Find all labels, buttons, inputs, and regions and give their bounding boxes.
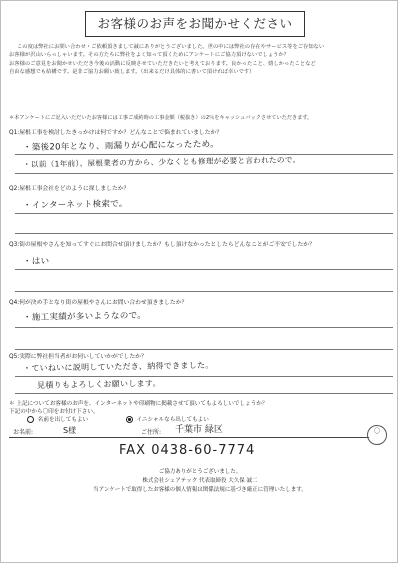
consent-option-initial-radio[interactable] — [126, 416, 133, 423]
intro-line: お客様が沢山いらっしゃいます。その方たちに弊社をよく知って頂くためにアンケートにご協力頂けないでしょうか？ — [9, 52, 289, 59]
footer-company: 株式会社シェアテック 代表取締役 大久保 誠二 — [142, 478, 258, 484]
answer-line — [15, 327, 393, 328]
footer-privacy: 当アンケートで取得したお客様の個人情報は関係法規に基づき厳正に管理いたします。 — [93, 487, 307, 493]
answer-5-line-2: 見積りもよろしくお願いします。 — [36, 378, 161, 390]
footer-thanks: ご協力ありがとうございました。 — [158, 469, 242, 475]
answer-4-line-1: ・施工実績が多いようなので。 — [22, 310, 147, 323]
question-1: Q1:屋根工事を検討したきっかけは何ですか？どんなことで悩まれていましたか？ — [9, 130, 223, 136]
answer-line — [15, 233, 393, 234]
question-5: Q5:実際に弊社担当者がお伺いしていかがでしたか？ — [9, 354, 147, 360]
answer-line — [15, 269, 393, 270]
answer-line — [15, 173, 393, 174]
fax-number: FAX 0438-60-7774 — [119, 443, 256, 458]
answer-5-line-1: ・ていねいに説明していただき、納得できました。 — [22, 360, 214, 373]
intro-line: お客様のご意見をお聞かせいただき今後の活動に反映させていただきたいと考えております。良かったこと、嬉しかったことなど — [9, 60, 316, 67]
cashback-note: ＊本アンケートにご記入いただいたお客様には工事ご成約時の工事金額（税抜き）の2％をキャッシュバックさせていただきます。 — [9, 115, 313, 121]
answer-line — [15, 376, 393, 377]
seal-stamp: 〇 — [367, 425, 387, 445]
page-title: お客様のお声をお聞かせください — [85, 11, 305, 37]
answer-line — [15, 213, 393, 214]
answer-1-line-1: ・築後20年となり、雨漏りが心配になったため。 — [22, 139, 219, 153]
consent-instruction: 下記の中から〇印をお付け下さい。 — [9, 409, 99, 415]
address-label: ご住所: — [141, 429, 162, 436]
address-value: 千葉市 緑区 — [175, 425, 223, 435]
question-4: Q4:何が決め手となり街の屋根やさんにお問い合わせ頂きましたか？ — [9, 300, 188, 306]
answer-1-line-2: ・以前（1年前）、屋根業者の方から、少なくとも修理が必要と言われたので。 — [22, 155, 301, 169]
answer-2-line-1: ・インターネット検索で。 — [22, 199, 128, 211]
answer-line — [15, 291, 393, 292]
consent-question: ＊ 上記についてお客様のお声を、インターネットや印刷物に掲載させて頂いてもよろしいでしょうか？ — [9, 401, 268, 407]
answer-line — [15, 349, 393, 350]
answer-3-line-1: ・はい — [22, 256, 50, 267]
name-underline — [9, 437, 369, 438]
question-3: Q3:街の屋根やさんを知ってすぐにお問合せ頂けましたか？もし頂けなかったとしたらどんなことがご不安でしたか？ — [9, 242, 315, 248]
answer-line — [15, 393, 393, 394]
question-2: Q2:屋根工事会社をどのように探しましたか？ — [9, 186, 130, 192]
consent-option-name-radio[interactable] — [27, 416, 34, 423]
name-value: S様 — [63, 426, 77, 435]
consent-option-initial-label: イニシャルなら出してもよい — [136, 417, 209, 423]
intro-line: 自由な感想でも結構です。是非ご協力お願い致します。（出来るだけ具体的に書いて頂ければ幸いです） — [9, 69, 255, 76]
intro-text — [9, 43, 391, 77]
name-address-row — [9, 423, 391, 441]
intro-line: この度は弊社にお問い合わせ・ご依頼頂きまして誠にありがとうございました。世の中には弊社の存在やサービス等をご存知ない — [17, 44, 325, 50]
consent-option-name-label: 名前を出してもよい — [37, 417, 89, 423]
name-label: お名前: — [13, 429, 34, 436]
